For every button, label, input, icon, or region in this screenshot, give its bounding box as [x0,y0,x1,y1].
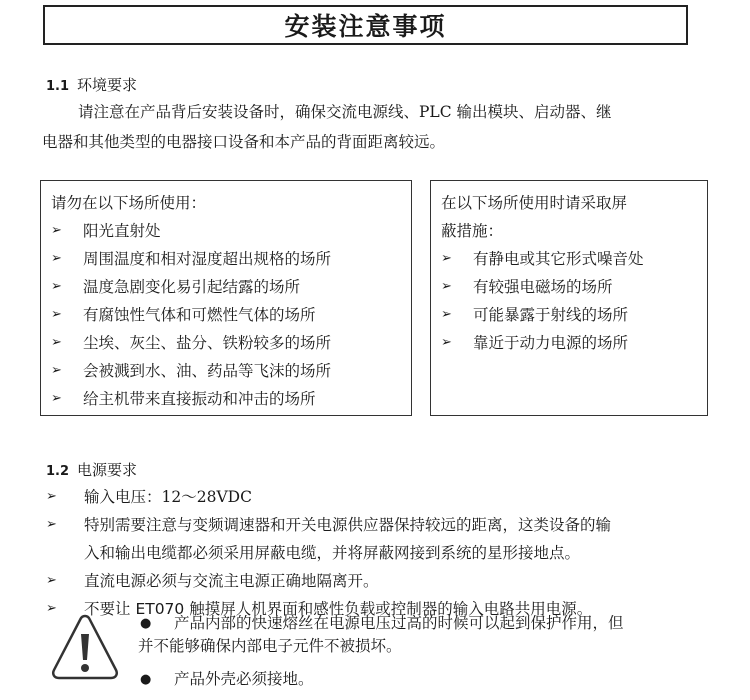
arrowhead-bullet-icon: ➢ [46,573,57,588]
section-1-title: 环境要求 [77,76,138,94]
section-1-number: 1.1 [46,79,70,94]
list-item-text: 有静电或其它形式噪音处 [473,250,644,268]
list-item [441,245,697,273]
prohibited-locations-heading: 请勿在以下场所使用： [51,194,207,212]
list-item [138,668,728,691]
list-item-text: 输入电压：12～28VDC [84,488,252,506]
arrowhead-bullet-icon: ➢ [46,517,57,532]
list-item [46,511,726,567]
section-2-title: 电源要求 [77,461,138,479]
arrowhead-bullet-icon: ➢ [51,363,62,378]
list-item [51,329,401,357]
section-1-paragraph-line2: 电器和其他类型的电器接口设备和本产品的背面距离较远。 [42,133,446,151]
list-item-text: 可能暴露于射线的场所 [473,306,629,324]
list-item [51,301,401,329]
section-1-paragraph [42,97,716,157]
shielding-heading-line2: 蔽措施： [441,222,504,240]
arrowhead-bullet-icon: ➢ [51,391,62,406]
list-item-text: 有腐蚀性气体和可燃性气体的场所 [83,306,316,324]
arrowhead-bullet-icon: ➢ [441,279,452,294]
list-item-text: 温度急剧变化易引起结露的场所 [83,278,301,296]
model-name: ET070 [135,600,185,618]
section-1-heading [46,74,137,95]
section-2-number: 1.2 [46,464,70,479]
list-item-text [174,612,728,635]
warning-notes [138,612,728,697]
black-dot-bullet-icon: ● [140,672,152,687]
list-item [51,385,401,413]
warning-triangle-icon [50,612,120,682]
arrowhead-bullet-icon: ➢ [51,279,62,294]
list-item-text: 直流电源必须与交流主电源正确地隔离开。 [84,572,379,590]
arrowhead-bullet-icon: ➢ [441,251,452,266]
list-item-text: 周围温度和相对湿度超出规格的场所 [83,250,332,268]
power-requirements-list [46,483,726,623]
list-item-text: 会被溅到水、油、药品等飞沫的场所 [83,362,332,380]
shielding-heading-line1: 在以下场所使用时请采取屏 [441,194,628,212]
section-1-paragraph-line1: 请注意在产品背后安装设备时，确保交流电源线、PLC 输出模块、启动器、继 [78,103,612,121]
list-item-text-line1: 特别需要注意与变频调速器和开关电源供应器保持较远的距离，这类设备的输 [84,516,612,534]
list-item-text: 靠近于动力电源的场所 [473,334,629,352]
shielding-locations-box [430,180,708,416]
black-dot-bullet-icon: ● [140,616,152,631]
arrowhead-bullet-icon: ➢ [46,601,57,616]
list-item [441,301,697,329]
list-item [46,483,726,511]
list-item [51,357,401,385]
item4-suffix: 触摸屏人机界面和感性负载或控制器的输入电路共用电源。 [184,600,593,618]
arrowhead-bullet-icon: ➢ [51,307,62,322]
list-item [138,612,728,635]
arrowhead-bullet-icon: ➢ [51,223,62,238]
list-item-text: 产品外壳必须接地。 [174,670,314,688]
list-item-text: 给主机带来直接振动和冲击的场所 [83,390,316,408]
note1-line1: 产品内部的快速熔丝在电源电压过高的时候可以起到保护作用，但 [174,614,624,632]
list-item [51,217,401,245]
list-item-text: 尘埃、灰尘、盐分、铁粉较多的场所 [83,334,332,352]
list-item-text [84,511,726,567]
list-item [46,567,726,595]
note1-line2: 并不能够确保内部电子元件不被损坏。 [138,637,402,655]
list-item [51,273,401,301]
list-item-text-line2: 入和输出电缆都必须采用屏蔽电缆，并将屏蔽网接到系统的星形接地点。 [84,544,581,562]
list-item-text: 阳光直射处 [83,222,161,240]
list-item [441,273,697,301]
title-box [43,5,688,45]
list-item [441,329,697,357]
page-title: 安装注意事项 [284,12,447,41]
prohibited-locations-box [40,180,412,416]
item4-prefix: 不要让 [84,600,136,618]
arrowhead-bullet-icon: ➢ [441,307,452,322]
arrowhead-bullet-icon: ➢ [51,335,62,350]
list-item-text: 有较强电磁场的场所 [473,278,613,296]
list-item [51,245,401,273]
arrowhead-bullet-icon: ➢ [46,489,57,504]
section-2-heading [46,459,137,480]
arrowhead-bullet-icon: ➢ [441,335,452,350]
arrowhead-bullet-icon: ➢ [51,251,62,266]
